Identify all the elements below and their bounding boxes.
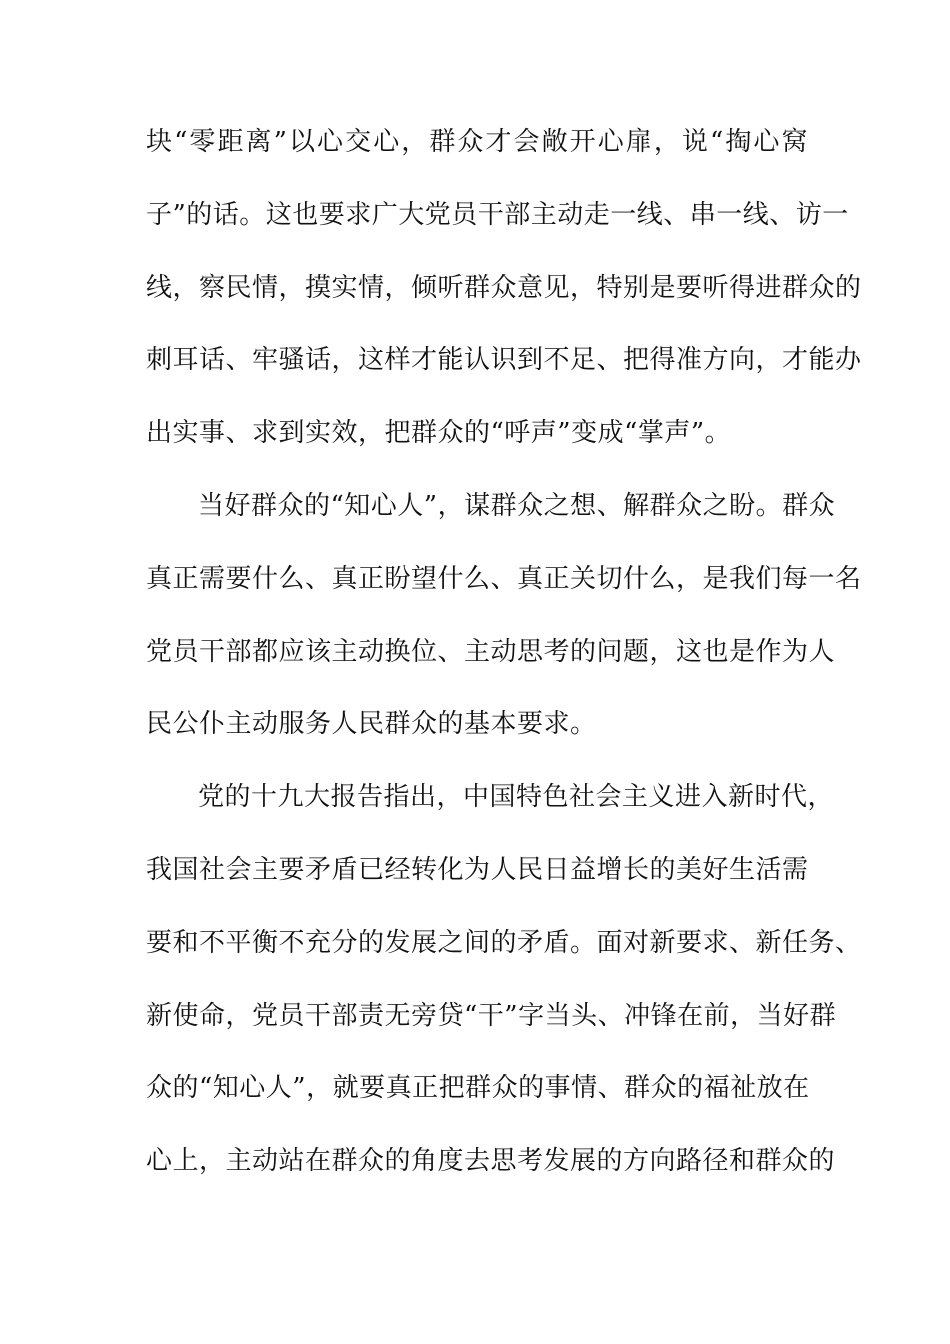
text-line: 线，察民情，摸实情，倾听群众意见，特别是要听得进群众的 bbox=[146, 272, 862, 303]
text-line: 真正需要什么、真正盼望什么、真正关切什么，是我们每一名 bbox=[146, 563, 862, 594]
text-line: 我国社会主要矛盾已经转化为人民日益增长的美好生活需 bbox=[146, 854, 809, 885]
paragraph-first-line: 党的十九大报告指出，中国特色社会主义进入新时代， bbox=[198, 782, 835, 813]
text-line: 党员干部都应该主动换位、主动思考的问题，这也是作为人 bbox=[146, 636, 836, 667]
body-text bbox=[146, 124, 862, 1216]
text-line: 要和不平衡不充分的发展之间的矛盾。面对新要求、新任务、 bbox=[146, 927, 862, 958]
text-line: 民公仆主动服务人民群众的基本要求。 bbox=[146, 709, 597, 740]
text-line: 子”的话。这也要求广大党员干部主动走一线、串一线、访一 bbox=[146, 199, 849, 230]
text-line: 刺耳话、牢骚话，这样才能认识到不足、把得准方向，才能办 bbox=[146, 345, 862, 376]
text-line: 块“零距离”以心交心，群众才会敞开心扉，说“掏心窝 bbox=[146, 127, 808, 157]
paragraph-first-line: 当好群众的“知心人”，谋群众之想、解群众之盼。群众 bbox=[198, 490, 836, 521]
text-line: 新使命，党员干部责无旁贷“干”字当头、冲锋在前，当好群 bbox=[146, 1000, 837, 1031]
text-line: 众的“知心人”，就要真正把群众的事情、群众的福祉放在 bbox=[146, 1073, 810, 1104]
text-line: 出实事、求到实效，把群众的“呼声”变成“掌声”。 bbox=[146, 418, 732, 449]
text-line: 心上，主动站在群众的角度去思考发展的方向路径和群众的 bbox=[146, 1146, 836, 1177]
